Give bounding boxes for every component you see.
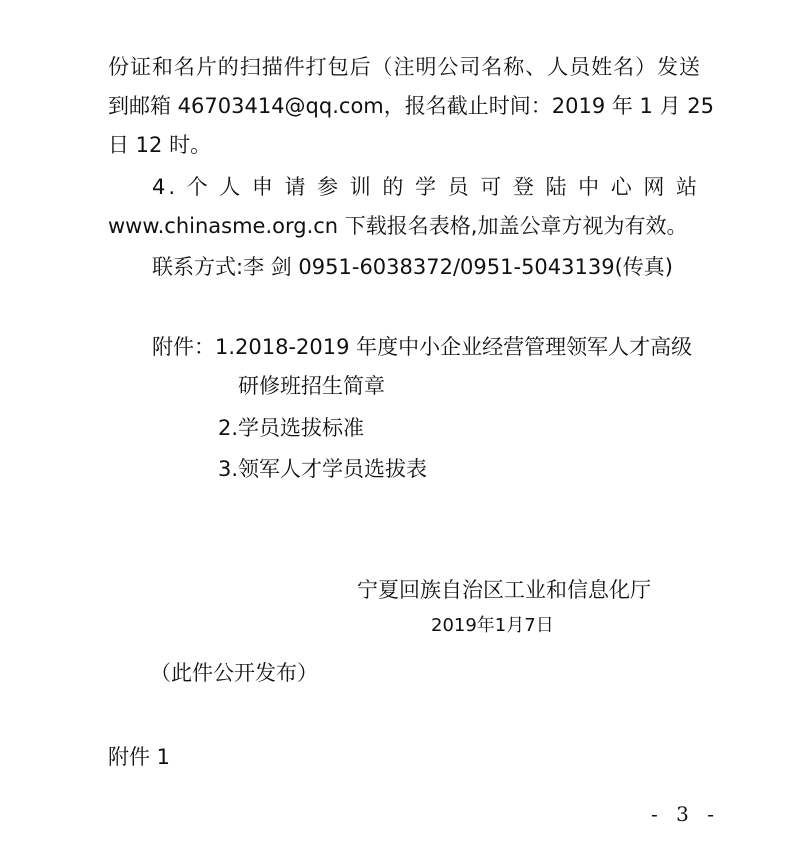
attachment-item: 附件：1.2018-2019 年度中小企业经营管理领军人才高级	[152, 335, 693, 359]
attachment-heading: 附件 1	[108, 745, 171, 769]
paragraph-line: 日 12 时。	[108, 133, 212, 157]
contact-info: 联系方式:李 剑 0951-6038372/0951-5043139(传真)	[152, 255, 673, 279]
attachment-item: 2.学员选拔标准	[218, 416, 365, 440]
paragraph-line: www.chinasme.org.cn 下载报名表格,加盖公章方视为有效。	[108, 214, 688, 238]
issuer-name: 宁夏回族自治区工业和信息化厅	[357, 578, 651, 602]
issue-date: 2019年1月7日	[431, 615, 554, 636]
paragraph-line: 到邮箱 46703414@qq.com，报名截止时间：2019 年 1 月 25	[108, 94, 714, 118]
publication-note: （此件公开发布）	[150, 661, 318, 685]
page-number: - 3 -	[651, 802, 720, 826]
attachment-item: 研修班招生简章	[238, 374, 385, 398]
paragraph-line: 份证和名片的扫描件打包后（注明公司名称、人员姓名）发送	[108, 55, 700, 79]
paragraph-line: 4.个人申请参训的学员可登陆中心网站	[152, 175, 700, 199]
attachment-item: 3.领军人才学员选拔表	[218, 457, 428, 481]
